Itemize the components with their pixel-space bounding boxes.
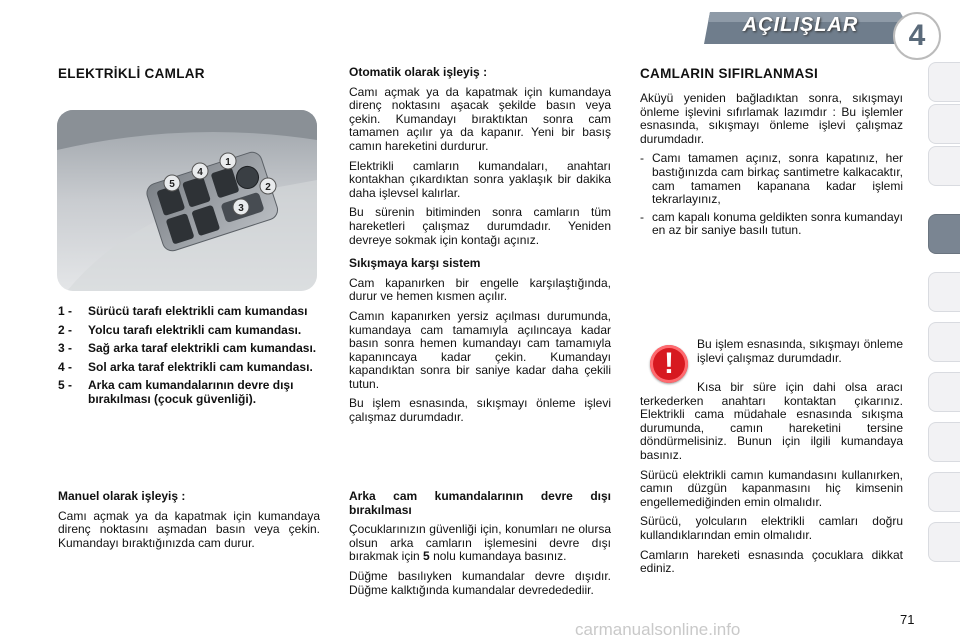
svg-text:3: 3 [238, 203, 244, 214]
chapter-tab[interactable] [928, 372, 960, 412]
legend-item: 3 - Sağ arka taraf elektrikli cam kumandası. [58, 341, 317, 356]
paragraph: Bu işlem esnasında, sıkışmayı önleme işlevi çalışmaz durumdadır. [349, 396, 611, 425]
rear-lockout-section [349, 490, 611, 603]
chapter-tab[interactable] [928, 146, 960, 186]
chapter-tab[interactable] [928, 62, 960, 102]
chapter-tab[interactable] [928, 272, 960, 312]
section-heading-electric-windows: ELEKTRİKLİ CAMLAR [58, 66, 205, 81]
reset-section [640, 92, 903, 242]
manual-operation-text: Camı açmak ya da kapatmak için kumandaya direnç noktasını aşmadan basın veya çekin. Kumandayı bıraktığınızda cam durur. [58, 508, 320, 550]
legend-item: 2 - Yolcu tarafı elektrikli cam kumandası. [58, 322, 302, 337]
window-controls-photo [57, 110, 317, 291]
section-heading-reset: CAMLARIN SIFIRLANMASI [640, 66, 819, 81]
rear-lockout-heading: Arka cam kumandalarının devre dışı bırakılması [349, 489, 611, 517]
paragraph: Bu işlem esnasında, sıkışmayı önleme işlevi çalışmaz durumdadır. [697, 337, 903, 365]
auto-operation-heading: Otomatik olarak işleyiş : [349, 65, 488, 79]
svg-text:4: 4 [197, 167, 203, 178]
legend-item: 1 - Sürücü tarafı elektrikli cam kumandası [58, 304, 308, 318]
svg-text:5: 5 [169, 179, 175, 190]
chapter-tab[interactable] [928, 472, 960, 512]
paragraph: Camların hareketi esnasında çocuklara dikkat ediniz. [640, 547, 903, 576]
manual-operation-heading: Manuel olarak işleyiş : [58, 489, 186, 503]
paragraph: Bu sürenin bitiminden sonra camların tüm hareketleri çalışmaz durumdadır. Yeniden devreye sokmak için kontağı açınız. [349, 205, 611, 247]
manual-operation-section [58, 490, 320, 556]
paragraph: Camı açmak ya da kapatmak için kumandaya direnç noktasını aşacak şekilde basın veya çekin. Kumandayı bıraktıktan sonra cam tamamen açılır ya da kapanır. Yeni bir basış camın hareketini durdurur. [349, 84, 611, 153]
control-legend [58, 305, 318, 412]
paragraph: Düğme basılıyken kumandalar devre dışıdır. Düğme kalktığında kumandalar devrededediir. [349, 568, 611, 597]
legend-item: 5 - Arka cam kumandalarının devre dışı bırakılması (çocuk güvenliği). [58, 378, 294, 406]
callout-marker [164, 175, 180, 191]
paragraph: Sürücü, yolcuların elektrikli camları doğru kullandıklarından emin olmalıdır. [640, 514, 903, 542]
paragraph: Camın kapanırken yersiz açılması durumunda, kumandaya cam tamamıyla açılıncaya kadar basın sonra hemen kumandayı cam tamamıyla kapanıncaya kadar çekin. Kumandayı kapandıktan sonra bir saniye kadar daha çekili tutun. [349, 308, 611, 391]
callout-marker [260, 178, 276, 194]
paragraph: Sürücü elektrikli camın kumandasını kullanırken, camın düzgün kapanmasını hiç kimsenin engellemediğinden emin olmalıdır. [640, 467, 903, 509]
reset-step: - Camı tamamen açınız, sonra kapatınız, her bastığınızda cam birkaç santimetre kalkacaktır, cam tamamen kapanana kadar işlemi tekrarlayınız, [640, 151, 903, 207]
auto-operation-section [349, 66, 611, 431]
warning-section [640, 381, 903, 582]
anti-pinch-heading: Sıkışmaya karşı sistem [349, 256, 481, 271]
chapter-tab[interactable] [928, 422, 960, 462]
paragraph: Elektrikli camların kumandaları, anahtarı kontakhan çıkardıktan sonra yaklaşık bir dakika daha işlevsel kalırlar. [349, 158, 611, 200]
paragraph: Kısa bir süre için dahi olsa aracı terkederken anahtarı kontaktan çıkarınız. Elektrikli cama müdahale esnasında sıkışma durumunda, camın hareketini tersine döndürmelisiniz. Bunun için ilgili kumandaya basınız. [640, 380, 903, 462]
legend-item: 4 - Sol arka taraf elektrikli cam kumandası. [58, 359, 313, 374]
warning-intro [697, 338, 903, 371]
watermark: carmanualsonline.info [575, 620, 741, 639]
chapter-tabs [928, 62, 960, 582]
paragraph: Çocuklarınızın güvenliği için, konumları ne olursa olsun arka camların işlemesini devre dışı bırakmak için 5 nolu kumandaya basınız. [349, 522, 611, 564]
callout-marker [233, 199, 249, 215]
svg-text:2: 2 [265, 182, 271, 193]
page-number: 71 [900, 612, 915, 627]
chapter-tab[interactable] [928, 322, 960, 362]
svg-text:1: 1 [225, 157, 231, 168]
paragraph: Cam kapanırken bir engelle karşılaştığında, durur ve hemen kısmen açılır. [349, 275, 611, 304]
warning-icon: ! [650, 345, 688, 383]
reset-step: - cam kapalı konuma geldikten sonra kumandayı en az bir saniye basılı tutun. [640, 209, 903, 238]
callout-marker [192, 163, 208, 179]
chapter-title: AÇILIŞLAR [742, 14, 859, 36]
paragraph: Aküyü yeniden bağladıktan sonra, sıkışmayı önleme işlevini sıfırlamak lazımdır : Bu işlemler esnasında, sıkışmayı önleme işlevi çalışmaz durumdadır. [640, 91, 903, 146]
chapter-number: 4 [893, 12, 941, 60]
callout-marker [220, 153, 236, 169]
chapter-tab[interactable] [928, 104, 960, 144]
chapter-tab-active[interactable] [928, 214, 960, 254]
chapter-tab[interactable] [928, 522, 960, 562]
